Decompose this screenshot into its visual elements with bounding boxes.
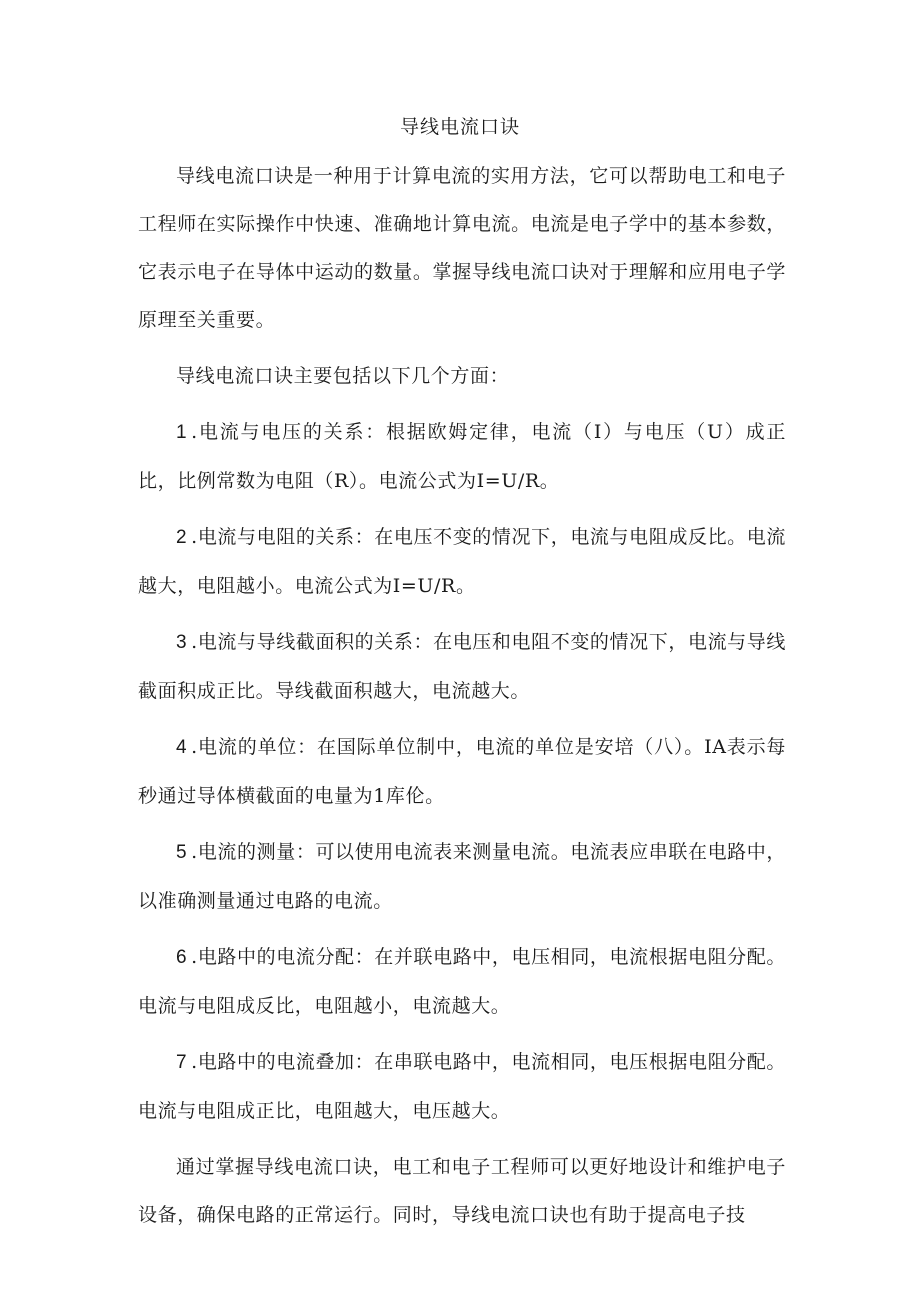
item-number: 1 xyxy=(176,422,188,443)
intro-paragraph: 导线电流口诀是一种用于计算电流的实用方法，它可以帮助电工和电子工程师在实际操作中快速、准确地计算电流。电流是电子学中的基本参数，它表示电子在导体中运动的数量。掌握导线电流口诀对于理解和应用电子学原理至关重要。 xyxy=(138,165,786,331)
item-number: 2 xyxy=(176,527,188,548)
item-text: .电流的测量：可以使用电流表来测量电流。电流表应串联在电路中，以准确测量通过电路的电流。 xyxy=(138,841,786,912)
document-body xyxy=(138,152,786,1247)
list-item xyxy=(138,513,786,610)
list-item xyxy=(138,618,786,715)
list-item xyxy=(138,408,786,505)
list-item xyxy=(138,723,786,820)
list-item xyxy=(138,828,786,925)
item-text: .电路中的电流分配：在并联电路中，电压相同，电流根据电阻分配。电流与电阻成反比，电阻越小，电流越大。 xyxy=(138,946,786,1017)
list-item xyxy=(138,1038,786,1135)
item-number: 5 xyxy=(176,842,188,863)
item-number: 6 xyxy=(176,947,188,968)
item-text: .电流的单位：在国际单位制中，电流的单位是安培（八）。IA表示每秒通过导体横截面的电量为1库伦。 xyxy=(138,736,786,807)
conclusion-paragraph: 通过掌握导线电流口诀，电工和电子工程师可以更好地设计和维护电子设备，确保电路的正常运行。同时，导线电流口诀也有助于提高电子技 xyxy=(138,1156,786,1226)
lead-paragraph: 导线电流口诀主要包括以下几个方面： xyxy=(176,365,510,387)
item-number: 3 xyxy=(176,632,188,653)
document-title: 导线电流口诀 xyxy=(399,116,520,138)
item-text: .电路中的电流叠加：在串联电路中，电流相同，电压根据电阻分配。电流与电阻成正比，电阻越大，电压越大。 xyxy=(138,1051,786,1122)
item-number: 7 xyxy=(176,1052,188,1073)
item-number: 4 xyxy=(176,737,188,758)
item-text: .电流与电阻的关系：在电压不变的情况下，电流与电阻成反比。电流越大，电阻越小。电流公式为I=U/R。 xyxy=(138,526,786,597)
list-item xyxy=(138,933,786,1030)
item-text: .电流与导线截面积的关系：在电压和电阻不变的情况下，电流与导线截面积成正比。导线截面积越大，电流越大。 xyxy=(138,631,786,702)
item-text: .电流与电压的关系：根据欧姆定律，电流（I）与电压（U）成正比，比例常数为电阻（R）。电流公式为I=U/R。 xyxy=(138,421,786,492)
